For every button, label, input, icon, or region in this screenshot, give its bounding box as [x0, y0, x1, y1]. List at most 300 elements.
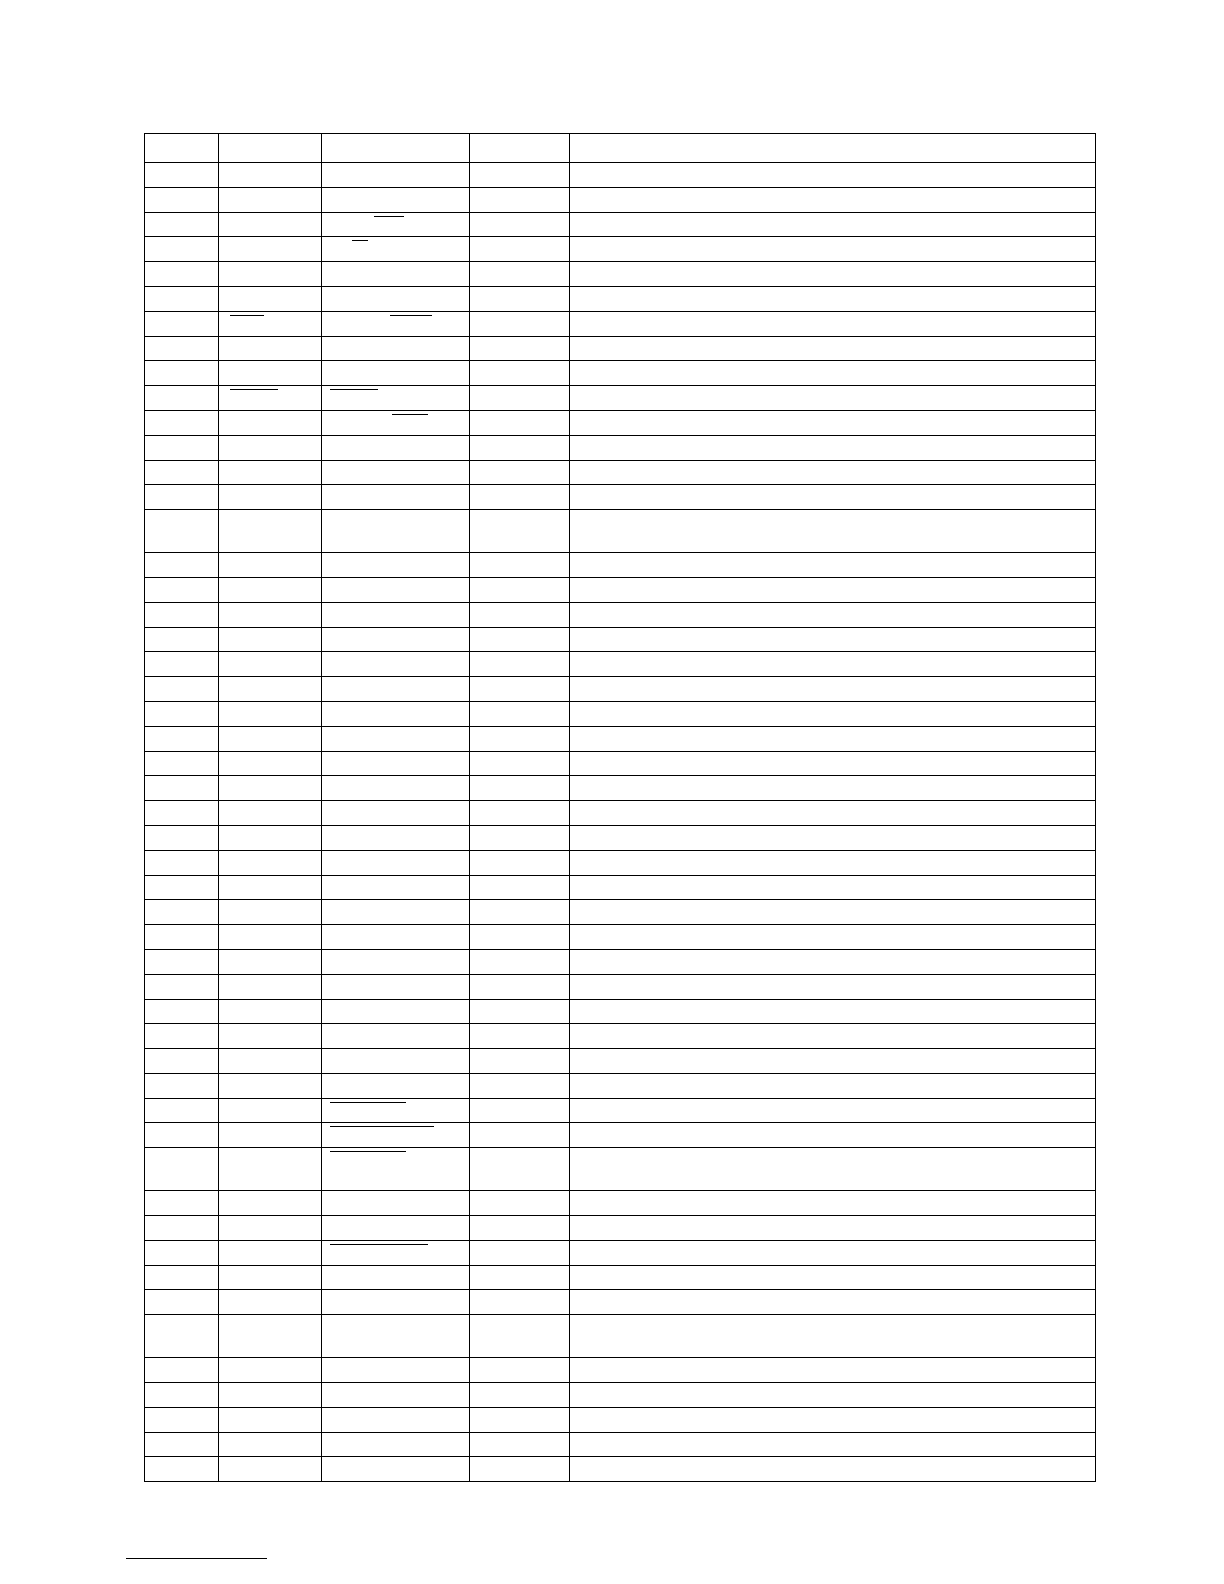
table-cell	[145, 485, 219, 510]
table-row	[145, 776, 1096, 801]
table-cell	[145, 726, 219, 751]
table-row	[145, 553, 1096, 578]
table-cell	[145, 336, 219, 361]
table-cell	[219, 134, 322, 163]
table-cell	[570, 134, 1096, 163]
table-cell	[219, 1240, 322, 1265]
table-row	[145, 875, 1096, 900]
overbar-mark	[390, 315, 432, 316]
table-cell	[570, 212, 1096, 237]
table-cell	[145, 212, 219, 237]
table-cell	[322, 726, 470, 751]
table-cell	[145, 1024, 219, 1049]
table-cell	[570, 925, 1096, 950]
table-cell	[470, 435, 570, 460]
table-cell	[470, 949, 570, 974]
table-cell	[322, 1290, 470, 1315]
table-row	[145, 701, 1096, 726]
table-row	[145, 1383, 1096, 1408]
table-cell	[145, 677, 219, 702]
table-cell	[470, 1148, 570, 1191]
table-row	[145, 801, 1096, 826]
table-row	[145, 134, 1096, 163]
table-cell	[570, 627, 1096, 652]
table-cell	[219, 677, 322, 702]
table-cell	[219, 875, 322, 900]
table-cell	[570, 577, 1096, 602]
table-row	[145, 577, 1096, 602]
table-row	[145, 212, 1096, 237]
table-cell	[145, 1407, 219, 1432]
table-cell	[470, 726, 570, 751]
table-cell	[570, 262, 1096, 287]
table-cell	[570, 485, 1096, 510]
table-row	[145, 1073, 1096, 1098]
table-cell	[470, 1049, 570, 1074]
table-row	[145, 602, 1096, 627]
table-cell	[145, 900, 219, 925]
table-cell	[570, 701, 1096, 726]
table-cell	[570, 510, 1096, 553]
table-row	[145, 286, 1096, 311]
table-cell	[145, 1290, 219, 1315]
table-row	[145, 1148, 1096, 1191]
table-cell	[322, 900, 470, 925]
table-cell	[219, 212, 322, 237]
table-cell	[570, 1073, 1096, 1098]
table-cell	[322, 701, 470, 726]
table-cell	[219, 801, 322, 826]
table-cell	[219, 286, 322, 311]
table-cell	[322, 435, 470, 460]
table-cell	[570, 1432, 1096, 1457]
table-cell	[470, 163, 570, 188]
table-cell	[470, 1240, 570, 1265]
table-row	[145, 361, 1096, 386]
table-row	[145, 1457, 1096, 1482]
table-cell	[570, 825, 1096, 850]
table-cell	[470, 1383, 570, 1408]
table-cell	[470, 336, 570, 361]
table-cell	[145, 1191, 219, 1216]
table-row	[145, 850, 1096, 875]
table-cell	[219, 1265, 322, 1290]
table-cell	[322, 212, 470, 237]
table-cell	[145, 1432, 219, 1457]
table-row	[145, 1432, 1096, 1457]
table-cell	[145, 1073, 219, 1098]
table-cell	[145, 1265, 219, 1290]
table-cell	[219, 900, 322, 925]
table-cell	[470, 286, 570, 311]
table-cell	[570, 386, 1096, 411]
table-cell	[219, 726, 322, 751]
table-cell	[219, 1432, 322, 1457]
table-cell	[570, 652, 1096, 677]
table-cell	[145, 553, 219, 578]
table-cell	[470, 974, 570, 999]
table-cell	[322, 163, 470, 188]
table-cell	[470, 1265, 570, 1290]
table-cell	[470, 1024, 570, 1049]
overbar-mark	[330, 389, 378, 390]
table-cell	[322, 974, 470, 999]
table-cell	[470, 776, 570, 801]
table-row	[145, 237, 1096, 262]
table-cell	[470, 1073, 570, 1098]
table-cell	[470, 751, 570, 776]
table-row	[145, 627, 1096, 652]
table-cell	[470, 1123, 570, 1148]
table-cell	[219, 553, 322, 578]
table-row	[145, 1290, 1096, 1315]
table-cell	[322, 776, 470, 801]
table-cell	[570, 1407, 1096, 1432]
table-cell	[322, 386, 470, 411]
table-cell	[219, 627, 322, 652]
table-cell	[145, 850, 219, 875]
table-cell	[219, 336, 322, 361]
table-cell	[470, 1191, 570, 1216]
table-cell	[570, 311, 1096, 336]
table-cell	[570, 751, 1096, 776]
table-row	[145, 949, 1096, 974]
table-cell	[470, 1098, 570, 1123]
table-row	[145, 825, 1096, 850]
table-cell	[570, 776, 1096, 801]
table-cell	[570, 999, 1096, 1024]
table-cell	[470, 1432, 570, 1457]
table-cell	[145, 237, 219, 262]
pin-description-table	[144, 133, 1096, 1482]
table-cell	[570, 336, 1096, 361]
table-row	[145, 410, 1096, 435]
table-cell	[570, 602, 1096, 627]
table-cell	[470, 602, 570, 627]
table-cell	[219, 776, 322, 801]
table-cell	[219, 1148, 322, 1191]
table-cell	[219, 1290, 322, 1315]
table-cell	[570, 1216, 1096, 1241]
table-cell	[570, 875, 1096, 900]
table-cell	[219, 460, 322, 485]
table-cell	[219, 701, 322, 726]
table-cell	[570, 1457, 1096, 1482]
table-cell	[219, 999, 322, 1024]
table-cell	[145, 949, 219, 974]
table-row	[145, 1049, 1096, 1074]
table-cell	[219, 1315, 322, 1358]
table-cell	[322, 999, 470, 1024]
table-cell	[570, 1024, 1096, 1049]
table-row	[145, 1315, 1096, 1358]
table-cell	[470, 701, 570, 726]
table-cell	[470, 553, 570, 578]
table-cell	[322, 850, 470, 875]
table-cell	[322, 286, 470, 311]
table-cell	[470, 999, 570, 1024]
table-cell	[145, 825, 219, 850]
table-cell	[219, 1358, 322, 1383]
table-cell	[570, 1265, 1096, 1290]
table-cell	[322, 1098, 470, 1123]
table-cell	[145, 602, 219, 627]
table-cell	[145, 751, 219, 776]
table-cell	[145, 510, 219, 553]
table-cell	[570, 1098, 1096, 1123]
table-cell	[145, 361, 219, 386]
table-cell	[219, 510, 322, 553]
table-row	[145, 999, 1096, 1024]
table-body	[145, 134, 1096, 1482]
table-cell	[570, 1383, 1096, 1408]
table-cell	[322, 875, 470, 900]
table-cell	[322, 1432, 470, 1457]
table-row	[145, 1358, 1096, 1383]
table-cell	[219, 237, 322, 262]
table-cell	[219, 1098, 322, 1123]
table-cell	[145, 999, 219, 1024]
table-cell	[322, 237, 470, 262]
table-row	[145, 1024, 1096, 1049]
table-cell	[219, 1191, 322, 1216]
table-cell	[145, 925, 219, 950]
table-cell	[145, 1383, 219, 1408]
table-cell	[470, 187, 570, 212]
table-cell	[219, 652, 322, 677]
table-cell	[470, 485, 570, 510]
table-row	[145, 262, 1096, 287]
table-cell	[322, 485, 470, 510]
table-cell	[322, 134, 470, 163]
table-cell	[570, 949, 1096, 974]
table-cell	[322, 1457, 470, 1482]
table-cell	[145, 875, 219, 900]
table-row	[145, 435, 1096, 460]
table-cell	[145, 460, 219, 485]
table-row	[145, 386, 1096, 411]
table-cell	[145, 163, 219, 188]
table-cell	[322, 949, 470, 974]
table-cell	[322, 1024, 470, 1049]
table-cell	[570, 361, 1096, 386]
table-cell	[322, 262, 470, 287]
table-cell	[219, 925, 322, 950]
table-cell	[470, 1407, 570, 1432]
table-cell	[570, 1358, 1096, 1383]
table-cell	[570, 801, 1096, 826]
table-cell	[322, 1216, 470, 1241]
table-cell	[145, 1216, 219, 1241]
table-cell	[322, 1123, 470, 1148]
table-cell	[322, 1383, 470, 1408]
table-cell	[219, 974, 322, 999]
table-cell	[322, 1407, 470, 1432]
overbar-mark	[392, 414, 428, 415]
table-cell	[145, 776, 219, 801]
table-cell	[470, 875, 570, 900]
table-row	[145, 1240, 1096, 1265]
table-row	[145, 1098, 1096, 1123]
table-cell	[322, 825, 470, 850]
table-cell	[322, 311, 470, 336]
table-cell	[322, 361, 470, 386]
table-row	[145, 163, 1096, 188]
table-cell	[219, 262, 322, 287]
table-cell	[322, 553, 470, 578]
table-cell	[145, 1457, 219, 1482]
table-cell	[322, 751, 470, 776]
table-cell	[219, 949, 322, 974]
footnote-separator	[126, 1558, 267, 1559]
table-cell	[322, 627, 470, 652]
overbar-mark	[352, 240, 368, 241]
table-cell	[219, 1073, 322, 1098]
overbar-mark	[230, 389, 278, 390]
table-cell	[322, 577, 470, 602]
table-cell	[322, 1358, 470, 1383]
table-cell	[570, 850, 1096, 875]
table-cell	[570, 1049, 1096, 1074]
table-cell	[145, 262, 219, 287]
table-cell	[470, 850, 570, 875]
table-cell	[570, 1240, 1096, 1265]
table-cell	[470, 801, 570, 826]
table-cell	[219, 751, 322, 776]
table-cell	[219, 187, 322, 212]
table-cell	[470, 652, 570, 677]
table-cell	[145, 134, 219, 163]
table-cell	[470, 825, 570, 850]
table-cell	[145, 1098, 219, 1123]
table-cell	[145, 286, 219, 311]
table-cell	[145, 187, 219, 212]
table-cell	[570, 237, 1096, 262]
table-row	[145, 1265, 1096, 1290]
table-row	[145, 726, 1096, 751]
table-row	[145, 311, 1096, 336]
table-cell	[322, 460, 470, 485]
table-cell	[470, 386, 570, 411]
table-cell	[322, 925, 470, 950]
table-cell	[470, 627, 570, 652]
table-cell	[322, 510, 470, 553]
table-cell	[322, 1191, 470, 1216]
table-cell	[470, 1457, 570, 1482]
table-cell	[322, 410, 470, 435]
table-cell	[570, 1123, 1096, 1148]
table-cell	[470, 900, 570, 925]
table-cell	[570, 1148, 1096, 1191]
table-cell	[322, 1073, 470, 1098]
table-cell	[470, 134, 570, 163]
table-row	[145, 1191, 1096, 1216]
table-cell	[219, 311, 322, 336]
table-cell	[570, 460, 1096, 485]
table-cell	[470, 1315, 570, 1358]
table-cell	[322, 187, 470, 212]
table-cell	[145, 577, 219, 602]
table-cell	[470, 460, 570, 485]
table-cell	[570, 435, 1096, 460]
table-cell	[219, 485, 322, 510]
table-cell	[145, 1123, 219, 1148]
table-cell	[570, 1315, 1096, 1358]
table-cell	[570, 1191, 1096, 1216]
table-cell	[470, 1358, 570, 1383]
table-cell	[145, 701, 219, 726]
table-cell	[570, 1290, 1096, 1315]
table-cell	[570, 553, 1096, 578]
table-cell	[570, 726, 1096, 751]
table-cell	[219, 825, 322, 850]
table-cell	[570, 900, 1096, 925]
table-cell	[470, 510, 570, 553]
table-cell	[470, 1216, 570, 1241]
table-cell	[322, 1240, 470, 1265]
table-cell	[219, 435, 322, 460]
overbar-mark	[230, 315, 264, 316]
table-cell	[145, 801, 219, 826]
table-cell	[470, 410, 570, 435]
table-cell	[470, 577, 570, 602]
table-cell	[322, 1265, 470, 1290]
table-cell	[145, 386, 219, 411]
table-cell	[145, 974, 219, 999]
overbar-mark	[330, 1102, 406, 1103]
table-cell	[470, 237, 570, 262]
overbar-mark	[330, 1151, 406, 1152]
table-row	[145, 974, 1096, 999]
table-cell	[219, 1383, 322, 1408]
table-row	[145, 900, 1096, 925]
table-cell	[322, 652, 470, 677]
table-row	[145, 485, 1096, 510]
table-row	[145, 187, 1096, 212]
table-cell	[145, 652, 219, 677]
table-cell	[470, 212, 570, 237]
table-cell	[322, 602, 470, 627]
table-row	[145, 677, 1096, 702]
table-row	[145, 336, 1096, 361]
table-cell	[570, 187, 1096, 212]
table-row	[145, 460, 1096, 485]
table-cell	[570, 974, 1096, 999]
table-row	[145, 1216, 1096, 1241]
table-cell	[470, 311, 570, 336]
table-row	[145, 751, 1096, 776]
table-cell	[322, 336, 470, 361]
table-cell	[145, 1049, 219, 1074]
table-cell	[219, 602, 322, 627]
overbar-mark	[374, 216, 404, 217]
table-cell	[322, 801, 470, 826]
table-cell	[570, 163, 1096, 188]
table-cell	[322, 1315, 470, 1358]
table-cell	[145, 311, 219, 336]
table-cell	[219, 1457, 322, 1482]
table-cell	[219, 1407, 322, 1432]
table-cell	[219, 1024, 322, 1049]
table-cell	[145, 1240, 219, 1265]
table-cell	[470, 262, 570, 287]
table-row	[145, 652, 1096, 677]
table-row	[145, 510, 1096, 553]
table-cell	[219, 1049, 322, 1074]
table-cell	[219, 850, 322, 875]
table-row	[145, 1407, 1096, 1432]
table-cell	[219, 410, 322, 435]
